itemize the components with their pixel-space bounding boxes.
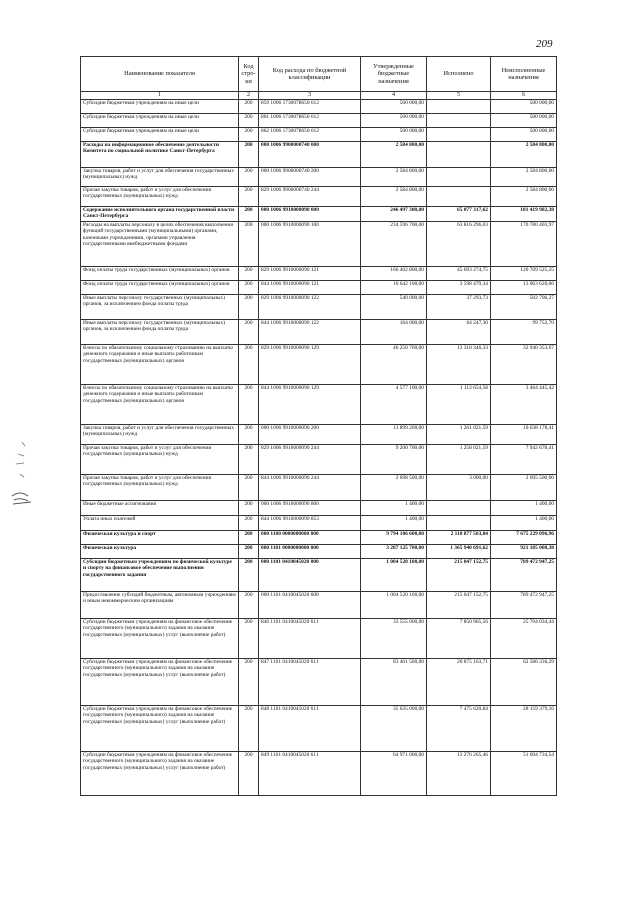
row-executed-amount: 1 258 021,59 — [427, 445, 491, 475]
row-unexecuted-amount: 921 185 008,38 — [491, 545, 557, 559]
row-budget-code: 844 1006 9910000090 129 — [259, 385, 361, 425]
row-budget-code: 846 1101 0410045020 611 — [259, 619, 361, 659]
row-budget-code: 000 1006 9900000740 000 — [259, 142, 361, 168]
row-unexecuted-amount: 789 472 947,25 — [491, 559, 557, 592]
row-budget-code: 844 1006 9910000090 244 — [259, 475, 361, 501]
row-name: Закупка товаров, работ и услуг для обеспечения государственных (муниципальных) нужд — [81, 168, 239, 187]
row-name: Иные выплаты персоналу государственных (муниципальных) органов, за исключением фонда оплаты труда — [81, 320, 239, 345]
row-executed-amount — [427, 501, 491, 516]
header-unexecuted: Неисполненные назначения — [491, 57, 557, 92]
row-name: Прочая закупка товаров, работ и услуг для обеспечения государственных (муниципальных) нужд — [81, 475, 239, 501]
row-budget-code: 844 1006 9910000090 853 — [259, 516, 361, 531]
row-name: Субсидии бюджетным учреждениям на финансовое обеспечение государственного (муниципального) задания на оказание государственных (муниципальных) услуг (выполнение работ) — [81, 752, 239, 796]
row-name: Прочая закупка товаров, работ и услуг для обеспечения государственных (муниципальных) нужд — [81, 187, 239, 207]
row-line-code: 200 — [239, 222, 259, 267]
table-row — [81, 385, 557, 425]
row-line-code: 200 — [239, 128, 259, 142]
row-budget-code: 844 1006 9910000090 121 — [259, 281, 361, 295]
row-line-code: 200 — [239, 531, 259, 545]
row-approved-amount: 4 577 100,00 — [361, 385, 427, 425]
row-line-code: 200 — [239, 142, 259, 168]
row-approved-amount: 11 899 200,00 — [361, 425, 427, 445]
row-line-code: 200 — [239, 752, 259, 796]
row-line-code: 200 — [239, 545, 259, 559]
table-row — [81, 531, 557, 545]
row-budget-code: 829 1006 9910000090 129 — [259, 345, 361, 385]
row-approved-amount: 3 287 125 700,00 — [361, 545, 427, 559]
row-unexecuted-amount: 1 400,00 — [491, 501, 557, 516]
row-unexecuted-amount: 502 706,27 — [491, 295, 557, 320]
row-approved-amount: 500 000,00 — [361, 100, 427, 114]
row-budget-code: 000 1006 9910000090 100 — [259, 222, 361, 267]
row-budget-code: 848 1101 0410045020 611 — [259, 706, 361, 752]
row-line-code: 200 — [239, 592, 259, 619]
page-number: 209 — [536, 38, 553, 50]
row-executed-amount: 1 112 654,58 — [427, 385, 491, 425]
row-name: Субсидии бюджетным учреждениям на финансовое обеспечение государственного (муниципального) задания на оказание государственных (муниципальных) услуг (выполнение работ) — [81, 659, 239, 706]
header-approved: Утвержденные бюджетные назначения — [361, 57, 427, 92]
row-budget-code: 000 1006 9910000090 000 — [259, 207, 361, 222]
row-line-code: 200 — [239, 100, 259, 114]
table-row — [81, 545, 557, 559]
row-name: Физическая культура и спорт — [81, 531, 239, 545]
column-number: 4 — [361, 92, 427, 100]
row-unexecuted-amount: 10 638 178,41 — [491, 425, 557, 445]
row-line-code: 200 — [239, 295, 259, 320]
table-row — [81, 295, 557, 320]
row-executed-amount — [427, 168, 491, 187]
row-line-code: 200 — [239, 559, 259, 592]
row-budget-code: 859 1006 1730078650 612 — [259, 100, 361, 114]
row-executed-amount: 1 261 021,59 — [427, 425, 491, 445]
header-executed: Исполнено — [427, 57, 491, 92]
row-line-code: 200 — [239, 425, 259, 445]
row-line-code: 200 — [239, 475, 259, 501]
row-budget-code: 847 1101 0410045020 611 — [259, 659, 361, 706]
row-executed-amount — [427, 516, 491, 531]
row-approved-amount: 2 584 800,00 — [361, 187, 427, 207]
table-row — [81, 425, 557, 445]
table-row — [81, 619, 557, 659]
row-line-code: 200 — [239, 501, 259, 516]
row-budget-code: 844 1006 9910000090 122 — [259, 320, 361, 345]
row-executed-amount — [427, 187, 491, 207]
row-unexecuted-amount: 2 584 800,00 — [491, 168, 557, 187]
row-line-code: 200 — [239, 281, 259, 295]
table-row — [81, 592, 557, 619]
row-line-code: 200 — [239, 168, 259, 187]
budget-execution-table — [80, 56, 557, 796]
table-row — [81, 100, 557, 114]
row-approved-amount: 2 584 800,00 — [361, 142, 427, 168]
row-approved-amount: 46 250 700,00 — [361, 345, 427, 385]
table-row — [81, 320, 557, 345]
row-executed-amount: 45 693 274,75 — [427, 267, 491, 281]
row-approved-amount: 500 000,00 — [361, 114, 427, 128]
row-name: Содержание исполнительного органа государственной власти Санкт-Петербурга — [81, 207, 239, 222]
row-unexecuted-amount: 3 464 445,42 — [491, 385, 557, 425]
row-budget-code: 829 1006 9910000090 121 — [259, 267, 361, 281]
row-line-code: 200 — [239, 516, 259, 531]
table-header-row — [81, 57, 557, 92]
row-approved-amount: 9 794 106 600,00 — [361, 531, 427, 545]
row-unexecuted-amount: 13 063 620,66 — [491, 281, 557, 295]
header-name: Наименование показателя — [81, 57, 239, 92]
row-approved-amount: 33 555 000,00 — [361, 619, 427, 659]
row-name: Субсидии бюджетным учреждениям на финансовое обеспечение государственного (муниципального) задания на оказание государственных (муниципальных) услуг (выполнение работ) — [81, 619, 239, 659]
row-approved-amount: 16 642 100,00 — [361, 281, 427, 295]
row-unexecuted-amount: 181 419 982,38 — [491, 207, 557, 222]
row-name: Субсидии бюджетным учреждениям на иные цели — [81, 128, 239, 142]
row-budget-code: 861 1006 1730078650 612 — [259, 114, 361, 128]
row-name: Фонд оплаты труда государственных (муниципальных) органов — [81, 267, 239, 281]
table-body — [81, 100, 557, 796]
row-budget-code: 849 1101 0410045020 611 — [259, 752, 361, 796]
row-name: Субсидии бюджетным учреждениям на иные цели — [81, 114, 239, 128]
row-unexecuted-amount: 2 695 500,00 — [491, 475, 557, 501]
row-executed-amount: 3 000,00 — [427, 475, 491, 501]
table-row — [81, 128, 557, 142]
row-approved-amount: 246 497 300,00 — [361, 207, 427, 222]
row-executed-amount: 63 816 296,03 — [427, 222, 491, 267]
row-name: Расходы на выплаты персоналу в целях обеспечения выполнения функций государственными (муниципальными) органами, казенными учреждениями, органами управления государственными внебюджетными фондами — [81, 222, 239, 267]
row-executed-amount: 3 598 479,34 — [427, 281, 491, 295]
row-approved-amount: 83 461 500,00 — [361, 659, 427, 706]
row-approved-amount: 234 596 700,00 — [361, 222, 427, 267]
row-budget-code: 000 1100 0000000000 000 — [259, 531, 361, 545]
row-name: Физическая культура — [81, 545, 239, 559]
row-executed-amount — [427, 128, 491, 142]
row-approved-amount: 164 000,00 — [361, 320, 427, 345]
row-executed-amount: 2 118 877 503,04 — [427, 531, 491, 545]
column-number: 5 — [427, 92, 491, 100]
row-executed-amount: 215 047 152,75 — [427, 559, 491, 592]
row-unexecuted-amount: 7 942 678,41 — [491, 445, 557, 475]
column-number: 6 — [491, 92, 557, 100]
row-line-code: 200 — [239, 320, 259, 345]
row-line-code: 200 — [239, 207, 259, 222]
row-approved-amount: 2 584 800,00 — [361, 168, 427, 187]
row-executed-amount: 65 077 317,62 — [427, 207, 491, 222]
table-row — [81, 445, 557, 475]
table-row — [81, 659, 557, 706]
row-unexecuted-amount: 7 675 229 096,96 — [491, 531, 557, 545]
row-unexecuted-amount: 789 472 947,25 — [491, 592, 557, 619]
table-row — [81, 752, 557, 796]
row-line-code: 200 — [239, 345, 259, 385]
table-row — [81, 516, 557, 531]
column-number: 3 — [259, 92, 361, 100]
row-budget-code: 000 1006 9910000090 200 — [259, 425, 361, 445]
row-unexecuted-amount: 1 400,00 — [491, 516, 557, 531]
row-unexecuted-amount: 500 000,00 — [491, 100, 557, 114]
row-executed-amount: 64 247,30 — [427, 320, 491, 345]
row-budget-code: 000 1006 9910000090 800 — [259, 501, 361, 516]
row-approved-amount: 64 971 000,00 — [361, 752, 427, 796]
row-name: Закупка товаров, работ и услуг для обеспечения государственных (муниципальных) нужд — [81, 425, 239, 445]
row-approved-amount: 166 402 800,00 — [361, 267, 427, 281]
column-number: 2 — [239, 92, 259, 100]
row-unexecuted-amount: 28 159 379,16 — [491, 706, 557, 752]
row-line-code: 200 — [239, 445, 259, 475]
row-executed-amount — [427, 114, 491, 128]
row-approved-amount: 1 400,00 — [361, 516, 427, 531]
table-row — [81, 187, 557, 207]
table-row — [81, 345, 557, 385]
column-number: 1 — [81, 92, 239, 100]
row-line-code: 200 — [239, 267, 259, 281]
table-row — [81, 281, 557, 295]
row-name: Субсидии бюджетным учреждениям на финансовое обеспечение государственного (муниципального) задания на оказание государственных (муниципальных) услуг (выполнение работ) — [81, 706, 239, 752]
table-row — [81, 475, 557, 501]
row-executed-amount: 215 047 152,75 — [427, 592, 491, 619]
row-approved-amount: 2 698 500,00 — [361, 475, 427, 501]
column-number-row — [81, 92, 557, 100]
row-unexecuted-amount: 170 780 403,97 — [491, 222, 557, 267]
table-row — [81, 207, 557, 222]
table-row — [81, 267, 557, 281]
row-executed-amount: 37 293,73 — [427, 295, 491, 320]
table-row — [81, 706, 557, 752]
row-line-code: 200 — [239, 385, 259, 425]
row-name: Фонд оплаты труда государственных (муниципальных) органов — [81, 281, 239, 295]
row-budget-code: 829 1006 9910000090 244 — [259, 445, 361, 475]
row-name: Субсидии бюджетным учреждениям на иные цели — [81, 100, 239, 114]
table-row — [81, 114, 557, 128]
row-budget-code: 000 1006 9900000740 200 — [259, 168, 361, 187]
row-budget-code: 862 1006 1730078650 612 — [259, 128, 361, 142]
row-line-code: 200 — [239, 619, 259, 659]
row-name: Иные выплаты персоналу государственных (муниципальных) органов, за исключением фонда оплаты труда — [81, 295, 239, 320]
row-name: Прочая закупка товаров, работ и услуг для обеспечения государственных (муниципальных) нужд — [81, 445, 239, 475]
row-unexecuted-amount: 32 940 353,67 — [491, 345, 557, 385]
margin-pen-marks — [8, 440, 38, 520]
row-unexecuted-amount: 62 586 336,29 — [491, 659, 557, 706]
row-approved-amount: 1 004 520 100,00 — [361, 559, 427, 592]
row-name: Уплата иных платежей — [81, 516, 239, 531]
row-unexecuted-amount: 51 694 734,54 — [491, 752, 557, 796]
row-unexecuted-amount: 25 704 034,44 — [491, 619, 557, 659]
row-executed-amount: 7 475 620,84 — [427, 706, 491, 752]
row-executed-amount: 20 875 163,71 — [427, 659, 491, 706]
row-name: Расходы на информационное обеспечение деятельности Комитета по социальной политике Санкт-Петербурга — [81, 142, 239, 168]
row-approved-amount: 35 635 000,00 — [361, 706, 427, 752]
table-row — [81, 168, 557, 187]
row-unexecuted-amount: 2 584 800,00 — [491, 187, 557, 207]
table-row — [81, 142, 557, 168]
row-line-code: 200 — [239, 187, 259, 207]
row-unexecuted-amount: 500 000,00 — [491, 114, 557, 128]
row-name: Субсидии бюджетным учреждениям по физической культуре и спорту на финансовое обеспечение выполнения государственного задания — [81, 559, 239, 592]
row-executed-amount: 13 310 346,33 — [427, 345, 491, 385]
row-unexecuted-amount: 500 000,00 — [491, 128, 557, 142]
table-row — [81, 559, 557, 592]
row-executed-amount: 1 365 940 691,62 — [427, 545, 491, 559]
row-line-code: 200 — [239, 659, 259, 706]
header-budget-code: Код расхода по бюджетной классификации — [259, 57, 361, 92]
row-approved-amount: 1 400,00 — [361, 501, 427, 516]
row-executed-amount — [427, 100, 491, 114]
row-name: Предоставление субсидий бюджетным, автономным учреждениям и иным некоммерческим организациям — [81, 592, 239, 619]
row-line-code: 200 — [239, 114, 259, 128]
row-name: Иные бюджетные ассигнования — [81, 501, 239, 516]
header-line-code: Код стро-ки — [239, 57, 259, 92]
row-name: Взносы по обязательному социальному страхованию на выплаты денежного содержания и иные выплаты работникам государственных (муниципальных) органов — [81, 385, 239, 425]
row-executed-amount — [427, 142, 491, 168]
row-budget-code: 000 1101 0410045020 600 — [259, 592, 361, 619]
table-row — [81, 222, 557, 267]
row-approved-amount: 9 200 700,00 — [361, 445, 427, 475]
row-approved-amount: 540 000,00 — [361, 295, 427, 320]
row-unexecuted-amount: 120 709 525,25 — [491, 267, 557, 281]
row-approved-amount: 500 000,00 — [361, 128, 427, 142]
row-name: Взносы по обязательному социальному страхованию на выплаты денежного содержания и иные выплаты работникам государственных (муниципальных) органов — [81, 345, 239, 385]
table-row — [81, 501, 557, 516]
row-budget-code: 829 1006 9910000090 122 — [259, 295, 361, 320]
row-approved-amount: 1 004 520 100,00 — [361, 592, 427, 619]
row-budget-code: 000 1101 0410045020 000 — [259, 559, 361, 592]
row-unexecuted-amount: 99 752,70 — [491, 320, 557, 345]
row-budget-code: 829 1006 9900000740 244 — [259, 187, 361, 207]
row-line-code: 200 — [239, 706, 259, 752]
row-executed-amount: 13 276 265,46 — [427, 752, 491, 796]
row-unexecuted-amount: 2 584 800,00 — [491, 142, 557, 168]
row-budget-code: 000 1101 0000000000 000 — [259, 545, 361, 559]
row-executed-amount: 7 850 965,56 — [427, 619, 491, 659]
